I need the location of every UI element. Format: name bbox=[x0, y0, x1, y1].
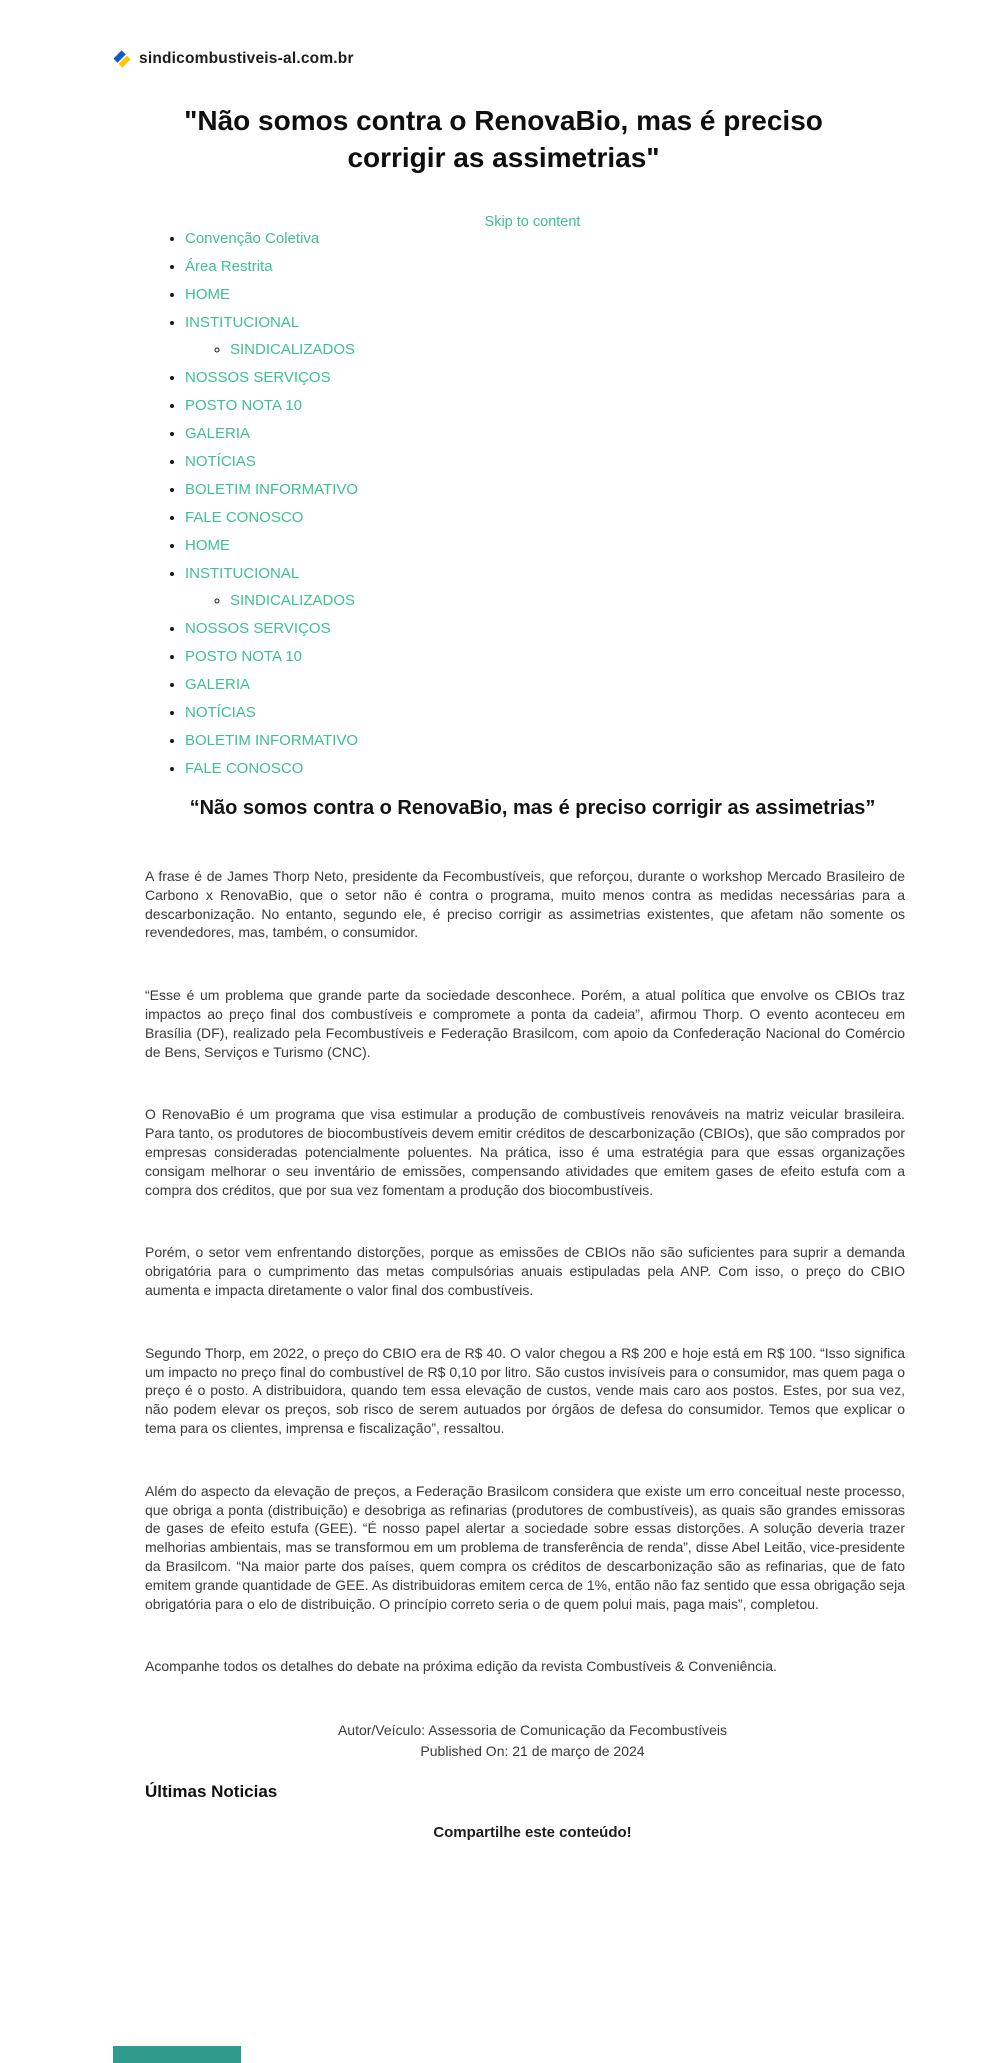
nav-item bbox=[185, 481, 920, 498]
nav-item bbox=[185, 425, 920, 442]
nav-link[interactable]: HOME bbox=[185, 286, 230, 303]
nav-link[interactable]: Convenção Coletiva bbox=[185, 230, 320, 247]
nav-link[interactable]: GALERIA bbox=[185, 676, 251, 693]
article-paragraph: Segundo Thorp, em 2022, o preço do CBIO era de R$ 40. O valor chegou a R$ 200 e hoje está em R$ 100. “Isso significa um impacto no preço final do combustível de R$ 0,10 por litro. São custos invisíveis para o consumidor, mas quem paga o preço é o posto. A distribuidora, quando tem essa elevação de custos, vende mais caro aos postos. Estes, por sua vez, não podem elevar os preços, sob risco de serem autuados por órgãos de defesa do consumidor. Temos que explicar o tema para os clientes, imprensa e fiscalização”, ressaltou. bbox=[145, 1344, 905, 1436]
nav-link[interactable]: GALERIA bbox=[185, 425, 251, 442]
author-line: Autor/Veículo: Assessoria de Comunicação da Fecombustíveis bbox=[337, 1722, 728, 1739]
skip-to-content-link[interactable]: Skip to content bbox=[484, 214, 581, 230]
article-paragraph: “Esse é um problema que grande parte da sociedade desconhece. Porém, a atual política que envolve os CBIOs traz impactos ao preço final dos combustíveis e compromete a ponta da cadeia”, afirmou Thorp. O evento aconteceu em Brasília (DF), realizado pela Fecombustíveis e Federação Brasilcom, com apoio da Confederação Nacional do Comércio de Bens, Serviços e Turismo (CNC). bbox=[145, 987, 905, 1060]
footer-accent-bar bbox=[113, 2046, 241, 2063]
nav-item bbox=[185, 509, 920, 526]
nav-item bbox=[185, 537, 920, 554]
nav-item bbox=[185, 565, 920, 609]
submenu bbox=[185, 341, 920, 358]
nav-item bbox=[185, 230, 920, 247]
nav-item bbox=[185, 704, 920, 721]
article-heading: “Não somos contra o RenovaBio, mas é preciso corrigir as assimetrias” bbox=[189, 797, 876, 819]
nav-item bbox=[185, 369, 920, 386]
nav-item bbox=[185, 620, 920, 637]
article-paragraph: A frase é de James Thorp Neto, presidente da Fecombustíveis, que reforçou, durante o workshop Mercado Brasileiro de Carbono x RenovaBio, que o setor não é contra o programa, muito menos contra as medidas necessárias para a descarbonização. No entanto, segundo ele, é preciso corrigir as assimetrias existentes, que afetam não somente os revendedores, mas, também, o consumidor. bbox=[145, 868, 905, 941]
article-body bbox=[145, 867, 920, 1676]
nav-item bbox=[185, 258, 920, 275]
main-content bbox=[145, 214, 920, 1841]
article-paragraph: O RenovaBio é um programa que visa estimular a produção de combustíveis renováveis na matriz veicular brasileira. Para tanto, os produtores de biocombustíveis devem emitir créditos de descarbonização (CBIOs), que são comprados por empresas consideradas potencialmente poluentes. Na prática, isso é uma estratégia para que essas organizações consigam melhorar o seu inventário de emissões, compensando atividades que emitem gases de efeito estufa com a compra dos créditos, que por sua vez fomentam a produção dos biocombustíveis. bbox=[145, 1106, 905, 1198]
secondary-nav-list bbox=[145, 230, 920, 275]
published-line: Published On: 21 de março de 2024 bbox=[420, 1743, 645, 1760]
article-paragraph: Acompanhe todos os detalhes do debate na próxima edição da revista Combustíveis & Conveniência. bbox=[145, 1658, 777, 1675]
nav-item bbox=[185, 453, 920, 470]
site-logo-diamond-icon bbox=[113, 50, 131, 68]
submenu bbox=[185, 592, 920, 609]
nav-link[interactable]: NOSSOS SERVIÇOS bbox=[185, 369, 331, 386]
skip-to-content-link-wrap bbox=[145, 214, 920, 230]
nav-link[interactable]: FALE CONOSCO bbox=[185, 760, 304, 777]
nav-link[interactable]: FALE CONOSCO bbox=[185, 509, 304, 526]
nav-link[interactable]: BOLETIM INFORMATIVO bbox=[185, 732, 359, 749]
nav-item bbox=[185, 397, 920, 414]
nav-sublink[interactable]: SINDICALIZADOS bbox=[230, 592, 356, 609]
nav-link[interactable]: NOTÍCIAS bbox=[185, 453, 256, 470]
nav-subitem bbox=[230, 341, 920, 358]
nav-link[interactable]: INSTITUCIONAL bbox=[185, 314, 300, 331]
site-name: sindicombustiveis-al.com.br bbox=[139, 50, 354, 67]
nav-item bbox=[185, 648, 920, 665]
nav-item bbox=[185, 732, 920, 749]
latest-news-heading: Últimas Noticias bbox=[145, 1782, 278, 1802]
nav-item bbox=[185, 676, 920, 693]
nav-link[interactable]: NOTÍCIAS bbox=[185, 704, 256, 721]
nav-item bbox=[185, 760, 920, 777]
main-menu-list-repeat bbox=[145, 537, 920, 777]
nav-item bbox=[185, 314, 920, 358]
main-menu-list bbox=[145, 286, 920, 526]
article-paragraph: Porém, o setor vem enfrentando distorções, porque as emissões de CBIOs não são suficientes para suprir a demanda obrigatória para o cumprimento das metas compulsórias anuais estipuladas pela ANP. Com isso, o preço do CBIO aumenta e impacta diretamente o valor final dos combustíveis. bbox=[145, 1244, 905, 1298]
nav-sublink[interactable]: SINDICALIZADOS bbox=[230, 341, 356, 358]
nav-subitem bbox=[230, 592, 920, 609]
page-title: "Não somos contra o RenovaBio, mas é preciso corrigir as assimetrias" bbox=[184, 105, 823, 173]
nav-link[interactable]: NOSSOS SERVIÇOS bbox=[185, 620, 331, 637]
site-header bbox=[113, 50, 1007, 68]
nav-link[interactable]: HOME bbox=[185, 537, 230, 554]
nav-link[interactable]: Área Restrita bbox=[185, 258, 273, 275]
nav-link[interactable]: BOLETIM INFORMATIVO bbox=[185, 481, 359, 498]
nav-link[interactable]: POSTO NOTA 10 bbox=[185, 648, 302, 665]
share-text: Compartilhe este conteúdo! bbox=[433, 1824, 632, 1842]
nav-link[interactable]: INSTITUCIONAL bbox=[185, 565, 300, 582]
nav-item bbox=[185, 286, 920, 303]
article-paragraph: Além do aspecto da elevação de preços, a Federação Brasilcom considera que existe um erro conceitual neste processo, que obriga a ponta (distribuição) e desobriga as refinarias (produtores de combustíveis), as quais são grandes emissoras de gases de efeito estufa (GEE). “É nosso papel alertar a sociedade sobre essas distorções. A solução deveria trazer melhorias ambientais, mas se transformou em um problema de transferência de renda”, disse Abel Leitão, vice-presidente da Brasilcom. “Na maior parte dos países, quem compra os créditos de descarbonização são as refinarias, que de fato emitem grande quantidade de GEE. As distribuidoras emitem cerca de 1%, então não faz sentido que essa obrigação seja obrigatória para o elo de distribuição. O princípio correto seria o de quem polui mais, paga mais”, completou. bbox=[145, 1482, 905, 1612]
article-meta bbox=[145, 1720, 920, 1762]
nav-link[interactable]: POSTO NOTA 10 bbox=[185, 397, 302, 414]
